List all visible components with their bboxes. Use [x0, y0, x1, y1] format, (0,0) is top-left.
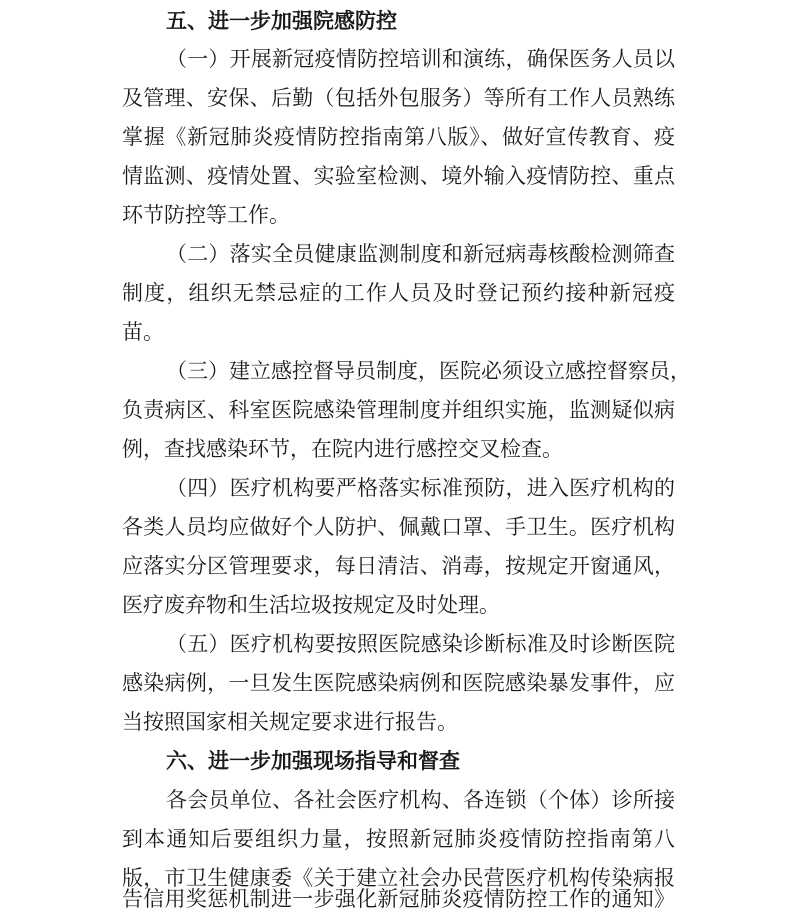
- paragraph-line: 情监测、疫情处置、实验室检测、境外输入疫情防控、重点: [122, 164, 675, 188]
- paragraph-line: （三）建立感控督导员制度，医院必须设立感控督察员，: [166, 359, 691, 383]
- paragraph-line: 环节防控等工作。: [122, 203, 290, 227]
- paragraph-line: 苗。: [122, 320, 164, 344]
- paragraph-line: （一）开展新冠疫情防控培训和演练，确保医务人员以: [166, 47, 675, 71]
- paragraph-line: 医疗废弃物和生活垃圾按规定及时处理。: [122, 593, 500, 617]
- paragraph-line: 及管理、安保、后勤（包括外包服务）等所有工作人员熟练: [122, 86, 675, 110]
- paragraph-line: 负责病区、科室医院感染管理制度并组织实施，监测疑似病: [122, 398, 675, 422]
- paragraph-line: 掌握《新冠肺炎疫情防控指南第八版》、做好宣传教育、疫: [122, 125, 675, 149]
- paragraph-line: 当按照国家相关规定要求进行报告。: [122, 710, 458, 734]
- paragraph-line: （五）医疗机构要按照医院感染诊断标准及时诊断医院: [166, 632, 675, 656]
- paragraph-line: 各类人员均应做好个人防护、佩戴口罩、手卫生。医疗机构: [122, 515, 675, 539]
- paragraph-line: 例，查找感染环节，在院内进行感控交叉检查。: [122, 437, 563, 461]
- section-heading-6: 六、进一步加强现场指导和督查: [166, 749, 460, 773]
- paragraph-line: （二）落实全员健康监测制度和新冠病毒核酸检测筛查: [166, 242, 675, 266]
- paragraph-line: 制度，组织无禁忌症的工作人员及时登记预约接种新冠疫: [122, 281, 675, 305]
- paragraph-line: 告信用奖惩机制进一步强化新冠肺炎疫情防控工作的通知》: [122, 887, 675, 911]
- paragraph-line: 到本通知后要组织力量，按照新冠肺炎疫情防控指南第八: [122, 827, 675, 851]
- paragraph-line: 感染病例，一旦发生医院感染病例和医院感染暴发事件，应: [122, 671, 675, 695]
- paragraph-line: 各会员单位、各社会医疗机构、各连锁（个体）诊所接: [166, 788, 675, 812]
- section-heading-5: 五、进一步加强院感防控: [166, 9, 397, 33]
- paragraph-line: 应落实分区管理要求，每日清洁、消毒，按规定开窗通风，: [122, 554, 675, 578]
- paragraph-line: （四）医疗机构要严格落实标准预防，进入医疗机构的: [166, 476, 675, 500]
- paragraph-line: 版，市卫生健康委《关于建立社会办民营医疗机构传染病报: [122, 866, 675, 890]
